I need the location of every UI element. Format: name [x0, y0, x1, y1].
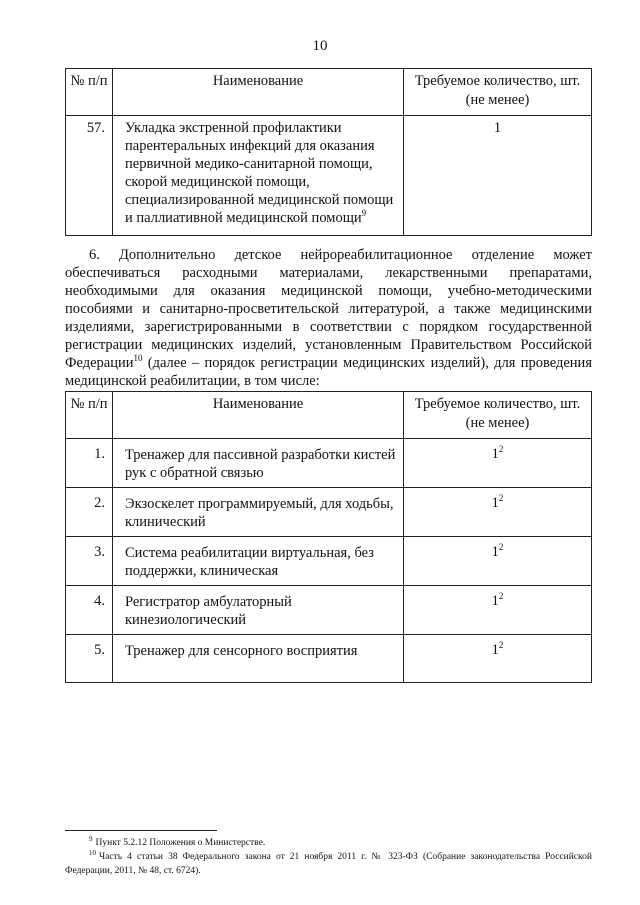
row-quantity-value: 1 — [491, 446, 499, 462]
footnote-text: Часть 4 статьи 38 Федерального закона от 21 ноября 2011 г. № 323-ФЗ (Собрание законодательства Российской Федерации, 2011, № 48, ст. 6724). — [65, 852, 592, 876]
header-quantity: Требуемое количество, шт. (не менее) — [404, 69, 592, 116]
header-number: № п/п — [66, 69, 113, 116]
header-quantity: Требуемое количество, шт. (не менее) — [404, 392, 592, 439]
row-name-text: Укладка экстренной профилактики парентеральных инфекций для оказания первичной медико-санитарной помощи, скорой медицинской помощи, специализированной медицинской помощи и паллиативной медицинской помощи — [125, 120, 394, 226]
table-row — [66, 586, 592, 635]
paragraph-text-part1: 6. Дополнительно детское нейрореабилитационное отделение может обеспечиваться расходными материалами, лекарственными препаратами, необходимыми для оказания медицинской помощи, учебно-методическими пособиями и санитарно-просветительской литературой, а также медицинскими изделиями, зарегистрированными в соответствии с порядком государственной регистрации медицинских изделий, установленным Правительством Российской Федерации — [65, 247, 592, 371]
row-name — [113, 537, 404, 586]
table-header-row — [66, 392, 592, 439]
table-row — [66, 488, 592, 537]
row-number: 4. — [66, 586, 113, 635]
quantity-footnote-ref: 2 — [498, 640, 504, 651]
row-quantity — [404, 537, 592, 586]
row-name-text: Регистратор амбулаторный кинезиологический — [125, 594, 292, 628]
row-quantity — [404, 439, 592, 488]
row-name — [113, 488, 404, 537]
footnote-ref-10: 10 — [133, 353, 143, 364]
row-name — [113, 635, 404, 683]
row-quantity-value: 1 — [491, 544, 499, 560]
footnote-item — [65, 850, 592, 878]
row-number: 1. — [66, 439, 113, 488]
row-quantity-value: 1 — [493, 120, 502, 136]
row-name — [113, 439, 404, 488]
paragraph-text-part2: (далее – порядок регистрации медицинских изделий), для проведения медицинской реабилитации, в том числе: — [65, 355, 592, 389]
footnote-mark: 9 — [89, 834, 93, 843]
row-quantity — [404, 635, 592, 683]
quantity-footnote-ref: 2 — [498, 493, 504, 504]
row-quantity — [404, 586, 592, 635]
row-number: 3. — [66, 537, 113, 586]
footnote-item — [65, 836, 592, 850]
quantity-footnote-ref: 2 — [498, 444, 504, 455]
header-name: Наименование — [113, 69, 404, 116]
row-quantity-value: 1 — [491, 593, 499, 609]
table1-body — [66, 116, 592, 236]
row-name-text: Тренажер для сенсорного восприятия — [125, 643, 358, 659]
row-number: 57. — [66, 116, 113, 236]
row-quantity — [404, 116, 592, 236]
row-quantity — [404, 488, 592, 537]
supplies-table — [65, 391, 592, 683]
paragraph-6 — [65, 246, 592, 390]
table-row — [66, 439, 592, 488]
page-number: 10 — [312, 38, 328, 54]
row-number: 5. — [66, 635, 113, 683]
equipment-table-continued — [65, 68, 592, 236]
row-quantity-value: 1 — [491, 495, 499, 511]
row-name-text: Система реабилитации виртуальная, без поддержки, клиническая — [125, 545, 374, 579]
row-number: 2. — [66, 488, 113, 537]
footnotes — [65, 836, 592, 878]
header-name: Наименование — [113, 392, 404, 439]
row-name-text: Тренажер для пассивной разработки кистей рук с обратной связью — [125, 447, 396, 481]
row-name-text: Экзоскелет программируемый, для ходьбы, клинический — [125, 496, 394, 530]
row-name — [113, 116, 404, 236]
footnote-text: Пункт 5.2.12 Положения о Министерстве. — [95, 838, 266, 848]
quantity-footnote-ref: 2 — [498, 542, 504, 553]
table2-body — [66, 439, 592, 683]
quantity-footnote-ref: 2 — [498, 591, 504, 602]
row-quantity-value: 1 — [491, 642, 499, 658]
footnote-divider — [65, 830, 217, 831]
table-row — [66, 537, 592, 586]
table-row — [66, 116, 592, 236]
header-number: № п/п — [66, 392, 113, 439]
footnote-ref: 9 — [361, 208, 367, 219]
footnote-mark: 10 — [89, 848, 96, 857]
row-name — [113, 586, 404, 635]
table-row — [66, 635, 592, 683]
table-header-row — [66, 69, 592, 116]
